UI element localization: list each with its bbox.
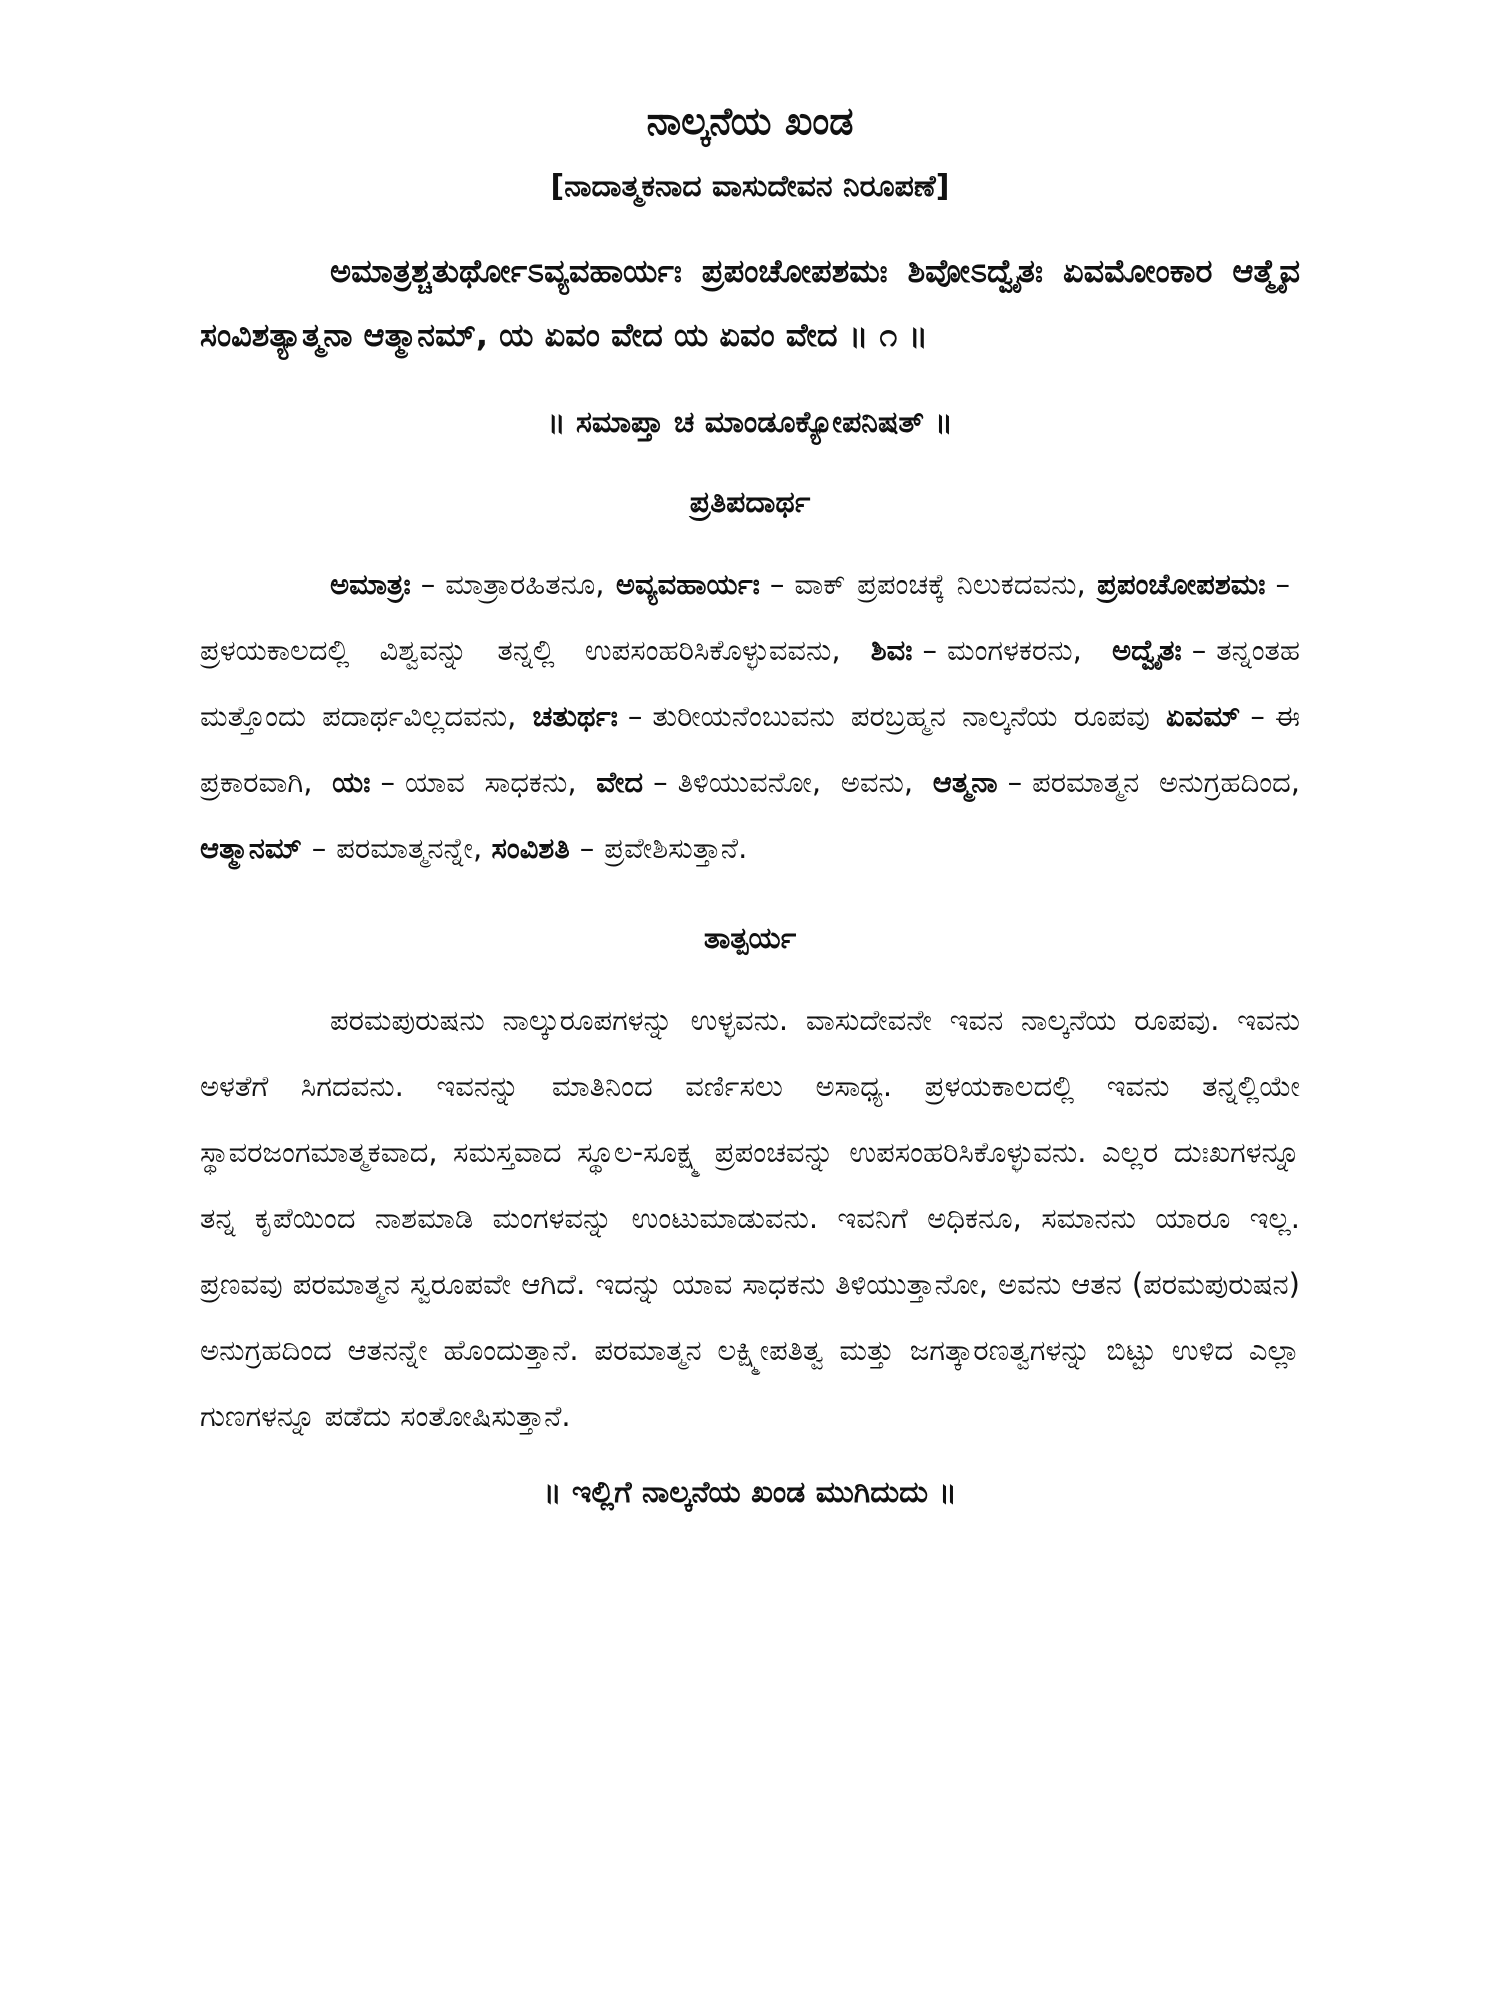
mantra-verse: ಅಮಾತ್ರಶ್ಚತುರ್ಥೋಽವ್ಯವಹಾರ್ಯಃ ಪ್ರಪಂಚೋಪಶಮಃ ಶಿವೋಽದ್ವೈತಃ ಏವಮೋಂಕಾರ ಆತ್ಮೈವ ಸಂವಿಶತ್ಯಾತ್ಮನಾ ಆತ್ಮಾನಮ್, ಯ ಏವಂ ವೇದ ಯ ಏವಂ ವೇದ ॥ ೧ ॥ bbox=[200, 252, 1300, 354]
closing-line: ॥ ಇಲ್ಲಿಗೆ ನಾಲ್ಕನೆಯ ಖಂಡ ಮುಗಿದುದು ॥ bbox=[543, 1475, 957, 1510]
gloss-term: ಯಃ bbox=[332, 765, 371, 799]
gloss-meaning: ತಿಳಿಯುವನೋ, ಅವನು, bbox=[677, 765, 914, 799]
gloss-term: ಏವಮ್ bbox=[1166, 699, 1241, 733]
tatparya-heading: ತಾತ್ಪರ್ಯ bbox=[703, 921, 797, 956]
gloss-meaning: ಮಂಗಳಕರನು, bbox=[947, 633, 1082, 667]
gloss-term: ಆತ್ಮನಾ bbox=[932, 765, 998, 799]
tatparya-paragraph: ಪರಮಪುರುಷನು ನಾಲ್ಕುರೂಪಗಳನ್ನು ಉಳ್ಳವನು. ವಾಸುದೇವನೇ ಇವನ ನಾಲ್ಕನೆಯ ರೂಪವು. ಇವನು ಅಳತೆಗೆ ಸಿಗದವನು. ಇವನನ್ನು ಮಾತಿನಿಂದ ವರ್ಣಿಸಲು ಅಸಾಧ್ಯ. ಪ್ರಳಯಕಾಲದಲ್ಲಿ ಇವನು ತನ್ನಲ್ಲಿಯೇ ಸ್ಥಾವರಜಂಗಮಾತ್ಮಕವಾದ, ಸಮಸ್ತವಾದ ಸ್ಥೂಲ-ಸೂಕ್ಷ್ಮ ಪ್ರಪಂಚವನ್ನು ಉಪಸಂಹರಿಸಿಕೊಳ್ಳುವನು. ಎಲ್ಲರ ದುಃಖಗಳನ್ನೂ ತನ್ನ ಕೃಪೆಯಿಂದ ನಾಶಮಾಡಿ ಮಂಗಳವನ್ನು ಉಂಟುಮಾಡುವನು. ಇವನಿಗೆ ಅಧಿಕನೂ, ಸಮಾನನು ಯಾರೂ ಇಲ್ಲ. ಪ್ರಣವವು ಪರಮಾತ್ಮನ ಸ್ವರೂಪವೇ ಆಗಿದೆ. ಇದನ್ನು ಯಾವ ಸಾಧಕನು ತಿಳಿಯುತ್ತಾನೋ, ಅವನು ಆತನ (ಪರಮಪುರುಷನ) ಅನುಗ್ರಹದಿಂದ ಆತನನ್ನೇ ಹೊಂದುತ್ತಾನೆ. ಪರಮಾತ್ಮನ ಲಕ್ಷ್ಮೀಪತಿತ್ವ ಮತ್ತು ಜಗತ್ಕಾರಣತ್ವಗಳನ್ನು ಬಿಟ್ಟು ಉಳಿದ ಎಲ್ಲಾ ಗುಣಗಳನ್ನೂ ಪಡೆದು ಸಂತೋಷಿಸುತ್ತಾನೆ. bbox=[200, 1003, 1300, 1433]
pratipadartha-heading: ಪ್ರತಿಪದಾರ್ಥ bbox=[689, 485, 811, 520]
gloss-meaning: ತುರೀಯನೆಂಬುವನು ಪರಬ್ರಹ್ಮನ ನಾಲ್ಕನೆಯ ರೂಪವು bbox=[652, 699, 1150, 733]
chapter-subtitle: [ನಾದಾತ್ಮಕನಾದ ವಾಸುದೇವನ ನಿರೂಪಣೆ] bbox=[550, 169, 950, 204]
gloss-term: ಸಂವಿಶತಿ bbox=[491, 831, 570, 865]
word-meaning-paragraph: ಅಮಾತ್ರಃ – ಮಾತ್ರಾರಹಿತನೂ, ಅವ್ಯವಹಾರ್ಯಃ – ವಾಕ್ ಪ್ರಪಂಚಕ್ಕೆ ನಿಲುಕದವನು, ಪ್ರಪಂಚೋಪಶಮಃ –ಪ್ರಳಯಕಾಲದಲ್ಲಿ ವಿಶ್ವವನ್ನು ತನ್ನಲ್ಲಿ ಉಪಸಂಹರಿಸಿಕೊಳ್ಳುವವನು, ಶಿವಃ – ಮಂಗಳಕರನು, ಅದ್ವೈತಃ – ತನ್ನಂತಹ ಮತ್ತೊಂದು ಪದಾರ್ಥವಿಲ್ಲದವನು, ಚತುರ್ಥಃ – ತುರೀಯನೆಂಬುವನು ಪರಬ್ರಹ್ಮನ ನಾಲ್ಕನೆಯ ರೂಪವು ಏವಮ್ – ಈ ಪ್ರಕಾರವಾಗಿ, ಯಃ – ಯಾವ ಸಾಧಕನು, ವೇದ – ತಿಳಿಯುವನೋ, ಅವನು, ಆತ್ಮನಾ – ಪರಮಾತ್ಮನ ಅನುಗ್ರಹದಿಂದ, ಆತ್ಮಾನಮ್ – ಪರಮಾತ್ಮನನ್ನೇ, ಸಂವಿಶತಿ – ಪ್ರವೇಶಿಸುತ್ತಾನೆ. bbox=[200, 567, 1301, 865]
gloss-term: ಶಿವಃ bbox=[870, 633, 913, 667]
gloss-meaning: ಈ ಪ್ರಕಾರವಾಗಿ, bbox=[200, 699, 1301, 799]
chapter-title: ನಾಲ್ಕನೆಯ ಖಂಡ bbox=[646, 99, 854, 143]
samapta-line: ॥ ಸಮಾಪ್ತಾ ಚ ಮಾಂಡೂಕ್ಯೋಪನಿಷತ್ ॥ bbox=[547, 405, 953, 440]
gloss-meaning: ಪ್ರಳಯಕಾಲದಲ್ಲಿ ವಿಶ್ವವನ್ನು ತನ್ನಲ್ಲಿ ಉಪಸಂಹರಿಸಿಕೊಳ್ಳುವವನು, bbox=[200, 633, 841, 667]
gloss-meaning: ಮಾತ್ರಾರಹಿತನೂ, bbox=[445, 567, 605, 601]
gloss-term: ಅದ್ವೈತಃ bbox=[1111, 633, 1182, 667]
gloss-term: ವೇದ bbox=[596, 765, 644, 799]
gloss-term: ಅವ್ಯವಹಾರ್ಯಃ bbox=[615, 567, 760, 601]
gloss-term: ಆತ್ಮಾನಮ್ bbox=[200, 831, 302, 865]
gloss-meaning: ವಾಕ್ ಪ್ರಪಂಚಕ್ಕೆ ನಿಲುಕದವನು, bbox=[794, 567, 1086, 601]
gloss-meaning: ಪರಮಾತ್ಮನ ಅನುಗ್ರಹದಿಂದ, bbox=[1032, 765, 1301, 799]
gloss-term: ಅಮಾತ್ರಃ bbox=[330, 567, 411, 601]
gloss-meaning: ಯಾವ ಸಾಧಕನು, bbox=[404, 765, 577, 799]
gloss-term: ಚತುರ್ಥಃ bbox=[532, 699, 618, 733]
gloss-term: ಪ್ರಪಂಚೋಪಶಮಃ bbox=[1097, 567, 1266, 601]
gloss-meaning: ಪರಮಾತ್ಮನನ್ನೇ, bbox=[336, 831, 483, 865]
gloss-meaning: ಪ್ರವೇಶಿಸುತ್ತಾನೆ. bbox=[604, 831, 748, 865]
gloss-meaning: ತನ್ನಂತಹ ಮತ್ತೊಂದು ಪದಾರ್ಥವಿಲ್ಲದವನು, bbox=[200, 633, 1301, 733]
